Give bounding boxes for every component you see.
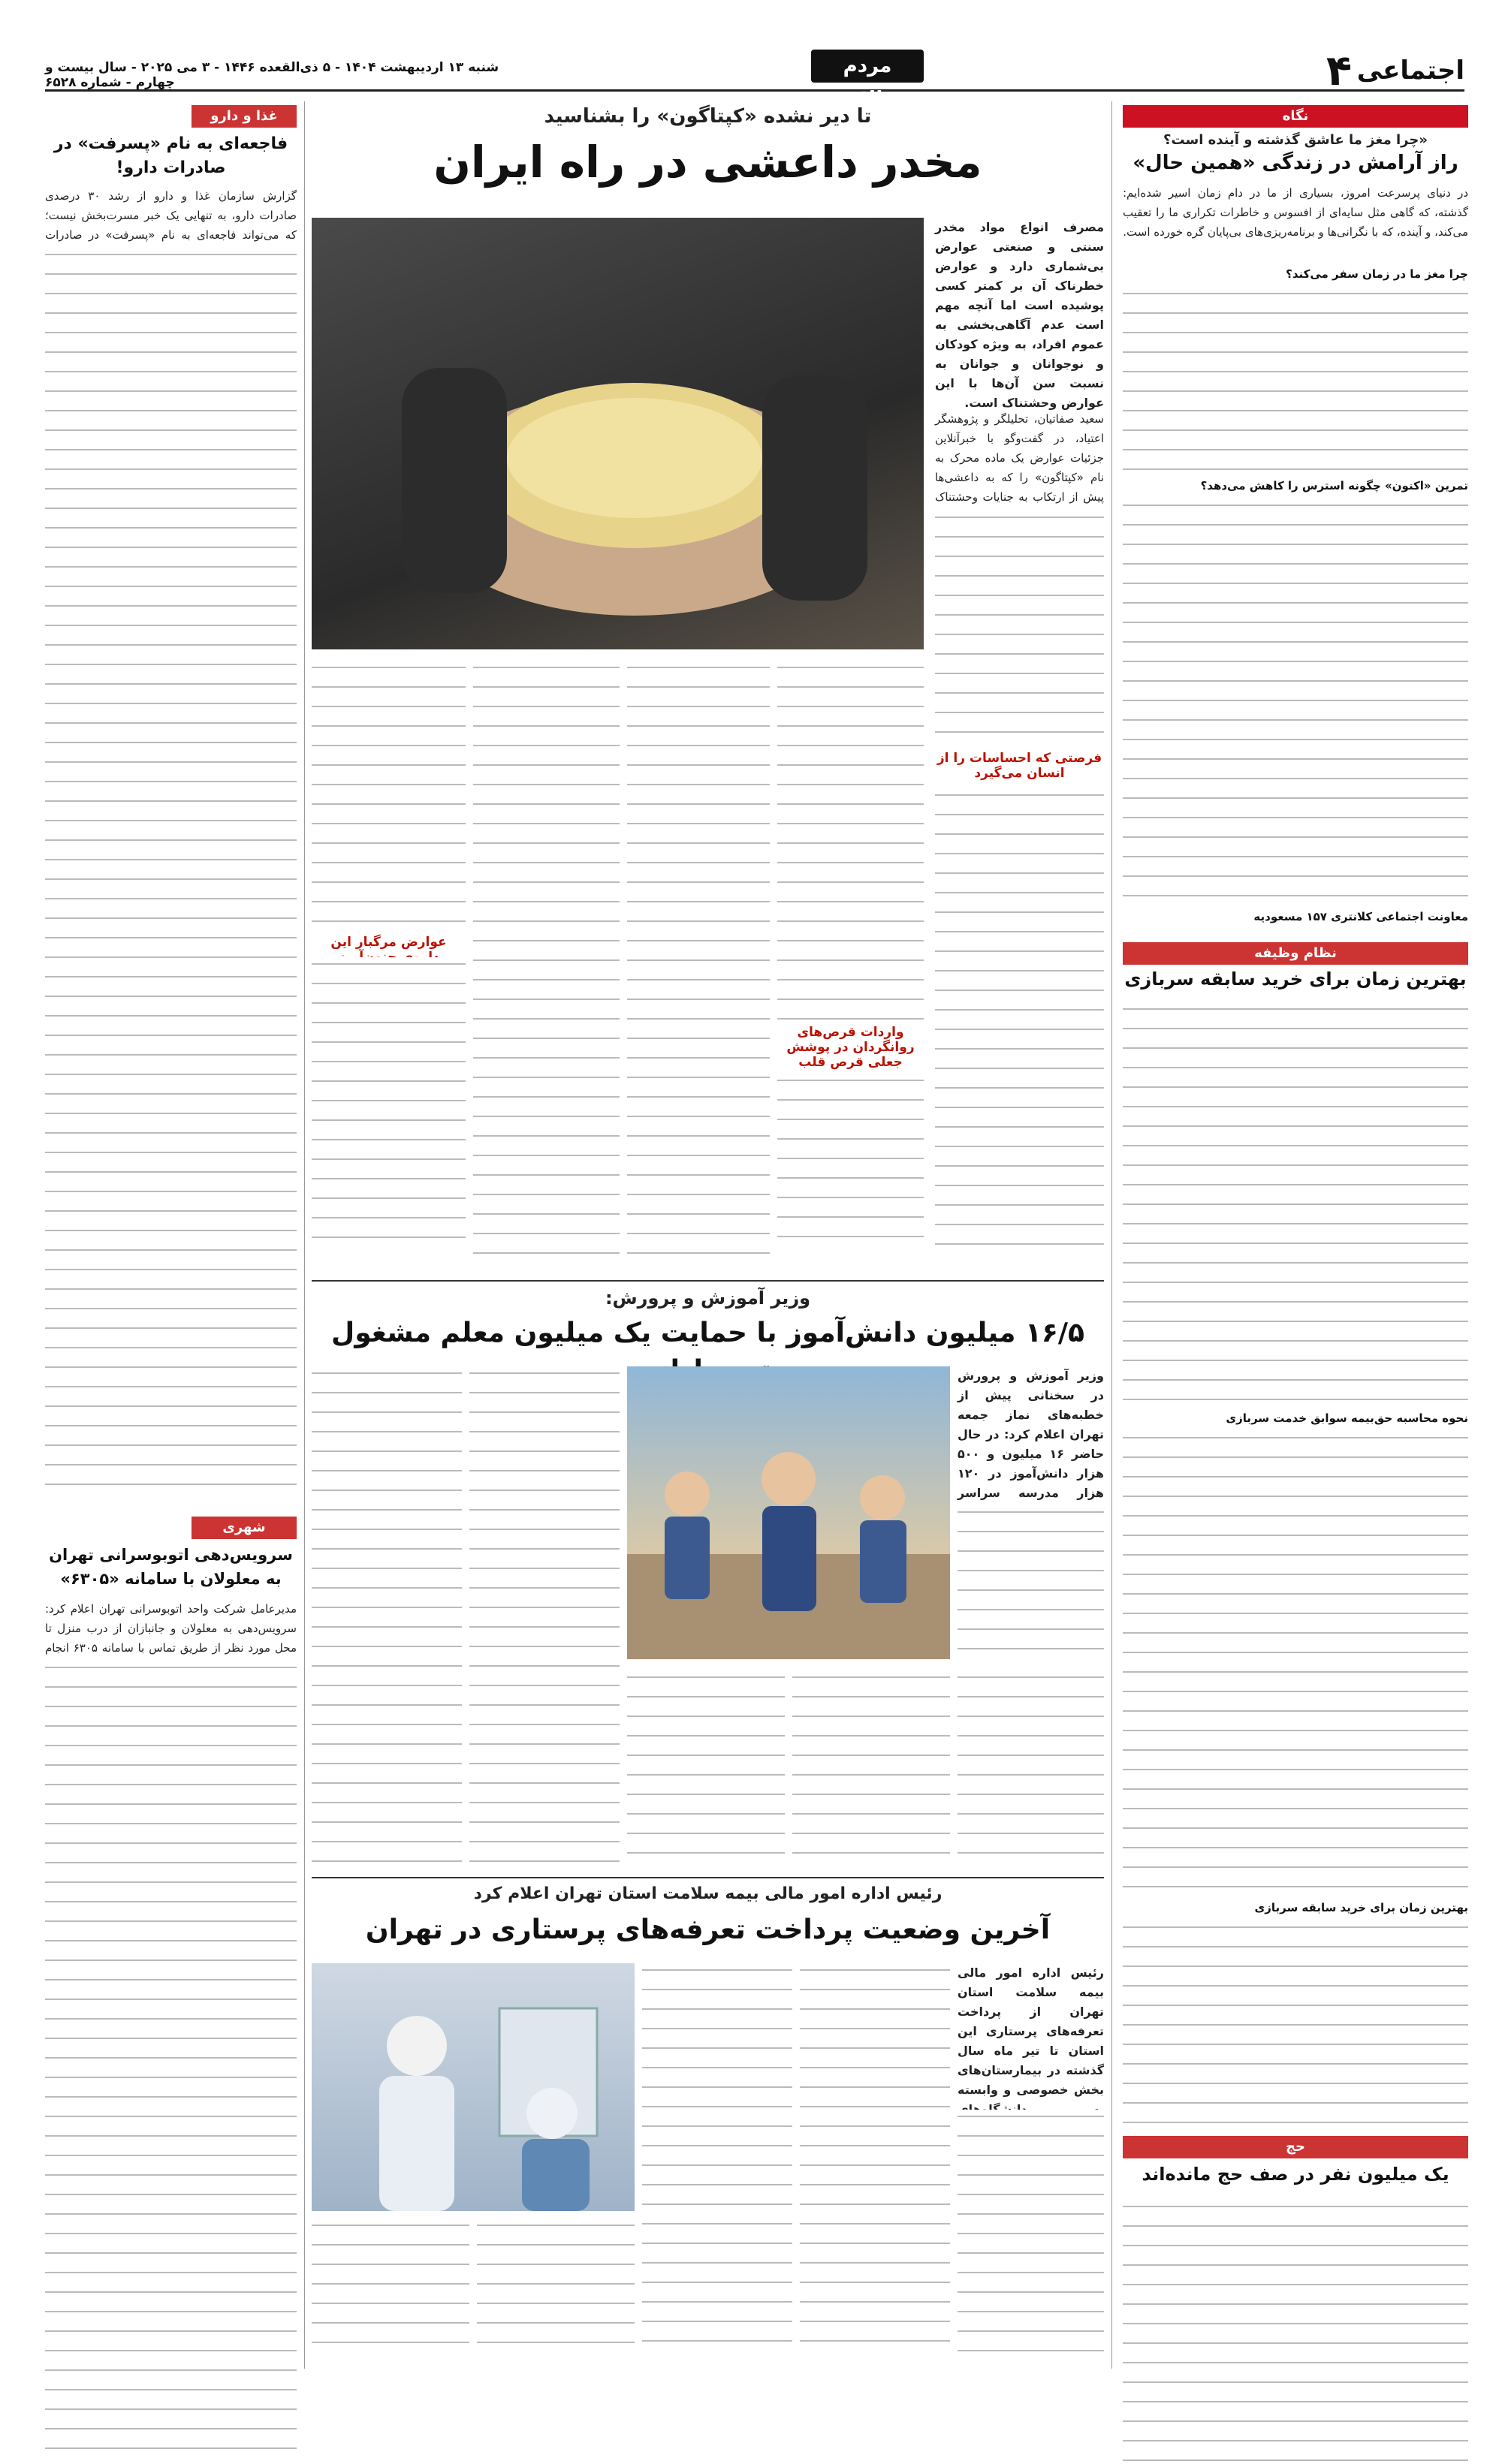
subhead: فرصتی که احساسات را از انسان می‌گیرد <box>936 751 1102 781</box>
article-body <box>777 661 924 1021</box>
article-body <box>958 1670 1104 1866</box>
article-title: ۱۶/۵ میلیون دانش‌آموز با حمایت یک میلیون معلم مشغول <box>330 1318 1085 1348</box>
divider <box>312 1280 1104 1282</box>
article-lead: وزیر آموزش و پرورش در سخنانی پیش از خطبه‌های نماز جمعه تهران اعلام کرد: در حال حاضر ۱۶ میلیون و ۵۰۰ هزار دانش‌آموز در ۱۲۰ هزار مدرسه سراسر <box>958 1369 1105 1500</box>
article-body <box>1123 1920 1468 2123</box>
page-header <box>45 47 1464 110</box>
newspaper-logo: مردم سالاری <box>811 50 924 83</box>
article-body <box>469 1366 620 1866</box>
question-1: چرا مغز ما در زمان سفر می‌کند؟ <box>1286 267 1468 281</box>
article-body <box>935 788 1104 1254</box>
article-body <box>1123 1002 1468 1408</box>
page-number: ۴ <box>1326 47 1352 95</box>
section-tag: نظام وظیفه <box>1123 942 1468 965</box>
article-kicker: «چرا مغز ما عاشق گذشته و آینده است؟ <box>1163 132 1428 148</box>
medical-staff-image <box>312 1963 635 2211</box>
column-rule <box>1111 101 1112 2369</box>
article-body <box>792 1670 950 1866</box>
teacher-story <box>312 1288 1104 1873</box>
subhead: بهترین زمان برای خرید سابقه سربازی <box>1254 1901 1468 1914</box>
article-body <box>477 2219 635 2357</box>
article-body <box>45 1661 297 2464</box>
hands-pills-image <box>312 218 924 649</box>
article-body <box>935 511 1104 743</box>
article-lead: مصرف انواع مواد مخدر سنتی و صنعتی عوارض بی‌شماری دارد و عوارض خطرناک آن بر کمتر کسی پوشیده است اما آنچه مهم است عدم آگاهی‌بخشی به عموم افراد، به ویژه کودکان و نوجوانان و جوانان به نسبت سن آن‌ها با این عوارض وحشتناک است. <box>935 220 1104 410</box>
section-name: اجتماعی <box>1356 56 1464 86</box>
article-kicker: وزیر آموزش و پرورش: <box>605 1288 811 1309</box>
article-body <box>1123 1431 1468 1896</box>
divider <box>312 1877 1104 1878</box>
article-body <box>800 1963 950 2357</box>
nursing-story <box>312 1884 1104 2365</box>
article-body <box>473 661 620 1254</box>
article-title: فاجعه‌ای به نام «پسرفت» در صادرات دارو! <box>53 134 288 177</box>
article-body <box>312 1366 462 1866</box>
article-body <box>312 957 466 1254</box>
article-body <box>627 661 770 1254</box>
article-title: یک میلیون نفر در صف حج مانده‌اند <box>1142 2164 1449 2185</box>
article-kicker: رئیس اداره امور مالی بیمه سلامت استان تهران اعلام کرد <box>473 1884 942 1903</box>
question-2: تمرین «اکنون» چگونه استرس را کاهش می‌دهد؟ <box>1200 479 1468 492</box>
subhead: واردات قرص‌های روانگردان در پوشش جعلی قرص قلب <box>786 1025 915 1070</box>
article-body <box>45 248 297 1502</box>
running-students-image <box>627 1366 950 1659</box>
article-lead: گزارش سازمان غذا و دارو از رشد ۳۰ درصدی صادرات دارو، به تنهایی یک خبر مسرت‌بخش نیست؛ که می‌تواند فاجعه‌ای به نام «پسرفت» در صادرات <box>45 189 297 242</box>
section-tag: حج <box>1123 2136 1468 2158</box>
main-photo <box>312 218 924 649</box>
subhead: عوارض مرگبار این <box>330 935 447 950</box>
article-signature: معاونت اجتماعی کلانتری ۱۵۷ مسعودیه <box>1253 910 1468 923</box>
article-title: سرویس‌دهی اتوبوسرانی تهران به معلولان با سامانه «۶۳۰۵» <box>49 1546 293 1588</box>
article-body <box>777 1074 924 1254</box>
issue-info: شنبه ۱۳ اردیبهشت ۱۴۰۴ - ۵ ذی‌القعده ۱۴۴۶ - ۳ می ۲۰۲۵ - سال بیست و چهارم - شماره ۶۵۲۸ <box>45 60 499 90</box>
article-body: سعید صفاتیان، تحلیلگر و پژوهشگر اعتیاد، در گفت‌وگو با خبرآنلاین جزئیات عوارض یک ماده محرک به نام «کپتاگون» را که به داعشی‌ها پیش از ارتکاب به جنایات وحشتناک <box>935 412 1104 504</box>
nurse-photo <box>312 1963 635 2211</box>
column-rule <box>304 101 305 2369</box>
left-column <box>45 105 297 2365</box>
article-title: آخرین وضعیت پرداخت تعرفه‌های پرستاری در تهران <box>365 1914 1051 1945</box>
students-photo <box>627 1366 950 1659</box>
article-body <box>1123 287 1468 474</box>
article-lead: مدیرعامل شرکت واحد اتوبوسرانی تهران اعلام کرد: سرویس‌دهی به معلولان و جانبازان از درب منزل تا محل مورد نظر از طریق تماس با سامانه ۶۳۰۵ انجام <box>45 1602 297 1655</box>
section-tag: غذا و دارو <box>192 105 297 128</box>
article-lead: در دنیای پرسرعت امروز، بسیاری از ما در دام زمان اسیر شده‌ایم: گذشته، که گاهی مثل سایه‌ای از افسوس و خاطرات تکراری ما را تعقیب می‌کند، و آینده، که با نگرانی‌ها و برنامه‌ریزی‌های بی‌پایان گره خورده است. <box>1123 186 1468 239</box>
article-lead: رئیس اداره امور مالی بیمه سلامت استان تهران از پرداخت تعرفه‌های پرستاری این استان تا تیر ماه سال گذشته در بیمارستان‌های بخش خصوصی و وابسته <box>958 1965 1104 2097</box>
section-tag: شهری <box>192 1517 297 1539</box>
article-body <box>958 2110 1104 2357</box>
section-tag: نگاه <box>1123 105 1468 128</box>
article-body <box>1123 2200 1468 2462</box>
article-body <box>642 1963 792 2357</box>
article-kicker: تا دیر نشده «کپتاگون» را بشناسید <box>544 105 872 128</box>
right-column <box>1123 105 1468 2365</box>
article-body <box>627 1670 785 1866</box>
article-body <box>958 1505 1104 1667</box>
article-body <box>1123 499 1468 904</box>
main-story <box>312 105 1104 1276</box>
article-title: راز آرامش در زندگی «همین حال» <box>1133 152 1458 174</box>
subhead: نحوه محاسبه حق‌بیمه سوابق خدمت سربازی <box>1226 1411 1468 1425</box>
article-body <box>312 661 466 931</box>
article-body <box>312 2219 469 2357</box>
article-title: بهترین زمان برای خرید سابقه سربازی <box>1124 968 1467 990</box>
article-title: مخدر داعشی در راه ایران <box>433 137 982 188</box>
